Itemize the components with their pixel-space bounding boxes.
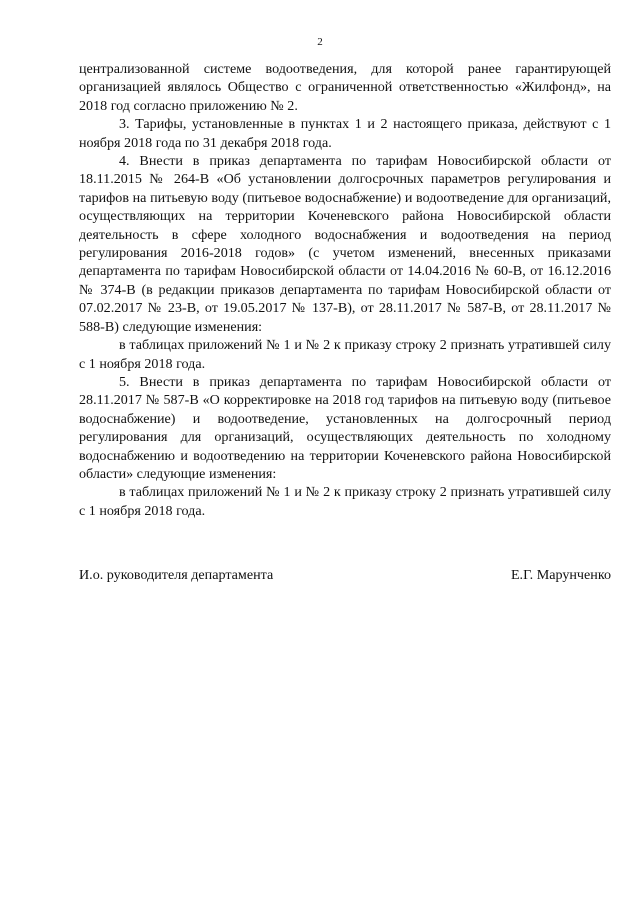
paragraph-4-amend-order-264: 4. Внести в приказ департамента по тарифам Новосибирской области от 18.11.2015 № 264-В «Об установлении долгосрочных параметров регулирования и тарифов на питьевую воду (питьевое водоснабжение) и водоотведение для организаций, осуществляющих на территории Коченевского района Новосибирской области деятельность в сфере холодного водоснабжения и водоотведения на период регулирования 2016-2018 годов» (с учетом изменений, внесенных приказами департамента по тарифам Новосибирской области от 14.04.2016 № 60-В, от 16.12.2016 № 374-В (в редакции приказов департамента по тарифам Новосибирской области от 07.02.2017 № 23-В, от 19.05.2017 № 137-В), от 28.11.2017 № 587-В, от 28.11.2017 № 588-В) следующие изменения: <box>79 153 611 335</box>
paragraph-3-tariff-validity: 3. Тарифы, установленные в пунктах 1 и 2 настоящего приказа, действуют с 1 ноября 2018 года по 31 декабря 2018 года. <box>79 116 611 151</box>
signature-block <box>79 566 611 584</box>
document-body <box>79 60 611 520</box>
paragraph-5-amend-order-587: 5. Внести в приказ департамента по тарифам Новосибирской области от 28.11.2017 № 587-В «О корректировке на 2018 год тарифов на питьевую воду (питьевое водоснабжение) и водоотведение, установленных на долгосрочный период регулирования для организаций, осуществляющих деятельность по холодному водоснабжению и водоотведению на территории Коченевского района Новосибирской области» следующие изменения: <box>79 373 611 482</box>
paragraph-5-amendment-text: в таблицах приложений № 1 и № 2 к приказу строку 2 признать утратившей силу с 1 ноября 2018 года. <box>79 484 611 519</box>
page-number: 2 <box>317 36 323 48</box>
signatory-name: Е.Г. Марунченко <box>510 567 611 583</box>
paragraph-4-amendment-text: в таблицах приложений № 1 и № 2 к приказу строку 2 признать утратившей силу с 1 ноября 2018 года. <box>79 337 611 372</box>
signatory-position: И.о. руководителя департамента <box>79 567 274 583</box>
paragraph-continuation: централизованной системе водоотведения, для которой ранее гарантирующей организацией являлось Общество с ограниченной ответственностью «Жилфонд», на 2018 год согласно приложению № 2. <box>79 61 611 114</box>
